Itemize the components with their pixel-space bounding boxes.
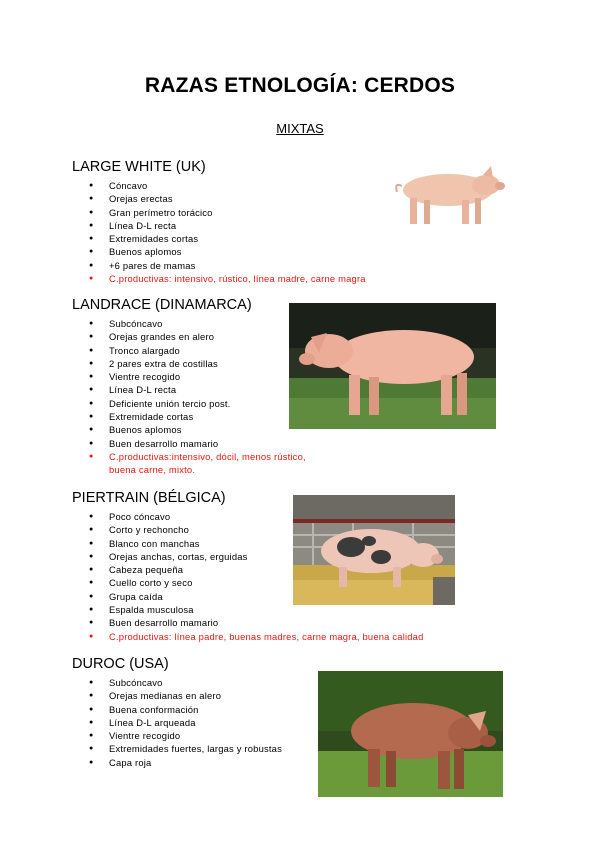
trait-item: ● Línea D-L arqueada [72,716,282,729]
trait-item: ● Capa roja [72,756,282,769]
trait-item: ● Poco cóncavo [72,510,424,523]
productive-characteristics: ● C.productivas: intensivo, rústico, línea madre, carne magra [72,272,366,285]
trait-item: ● Orejas grandes en alero [72,330,306,343]
trait-item: ● Extremidades fuertes, largas y robustas [72,742,282,755]
breed-name: LARGE WHITE (UK) [72,159,206,175]
productive-characteristics: buena carne, mixto. [109,464,196,476]
trait-list [72,676,282,769]
breed-name: LANDRACE (DINAMARCA) [72,297,252,313]
trait-item: ● Subcóncavo [72,317,306,330]
trait-item: ● Espalda musculosa [72,603,424,616]
pietrain-pig-photo [293,495,455,605]
duroc-pig-photo [318,671,503,797]
breed-name: DUROC (USA) [72,656,169,672]
trait-item: ● Corto y rechoncho [72,523,424,536]
trait-item: ● Cabeza pequeña [72,563,424,576]
trait-item: ● Subcóncavo [72,676,282,689]
trait-item: ● Extremidades cortas [72,232,366,245]
breed-name: PIERTRAIN (BÉLGICA) [72,490,226,506]
trait-item: ● Extremidade cortas [72,410,306,423]
trait-item: ● Cuello corto y seco [72,576,424,589]
trait-item: ● Orejas anchas, cortas, erguidas [72,550,424,563]
trait-item: ● Buen desarrollo mamario [72,616,424,629]
breed-large-white [72,158,366,285]
trait-item: ● Tronco alargado [72,344,306,357]
landrace-pig-photo [289,303,496,429]
trait-item: ● Cóncavo [72,179,366,192]
breed-landrace [72,296,306,477]
trait-item: ● Línea D-L recta [72,383,306,396]
trait-item: ● Blanco con manchas [72,537,424,550]
trait-item: ● Vientre recogido [72,729,282,742]
section-heading: MIXTAS [276,121,324,136]
page-title: RAZAS ETNOLOGÍA: CERDOS [144,74,456,97]
trait-item: ● Línea D-L recta [72,219,366,232]
productive-characteristics: ● C.productivas: línea padre, buenas madres, carne magra, buena calidad [72,630,424,643]
trait-item: ● Vientre recogido [72,370,306,383]
trait-item: ● Buena conformación [72,703,282,716]
trait-item: ● Orejas erectas [72,192,366,205]
trait-item: ● 2 pares extra de costillas [72,357,306,370]
trait-item: ● Buenos aplomos [72,423,306,436]
breed-duroc [72,655,282,769]
large-white-pig-photo [388,160,510,228]
trait-list [72,179,366,285]
trait-item: ● +6 pares de mamas [72,259,366,272]
trait-item: ● Orejas medianas en alero [72,689,282,702]
productive-characteristics: ● C.productivas:intensivo, dócil, menos rústico, [72,450,306,463]
trait-item: ● Deficiente unión tercio post. [72,397,306,410]
trait-item: ● Buenos aplomos [72,245,366,258]
trait-item: ● Gran perímetro torácico [72,206,366,219]
trait-item: ● Buen desarrollo mamario [72,437,306,450]
trait-list [72,317,306,477]
trait-item: ● Grupa caída [72,590,424,603]
